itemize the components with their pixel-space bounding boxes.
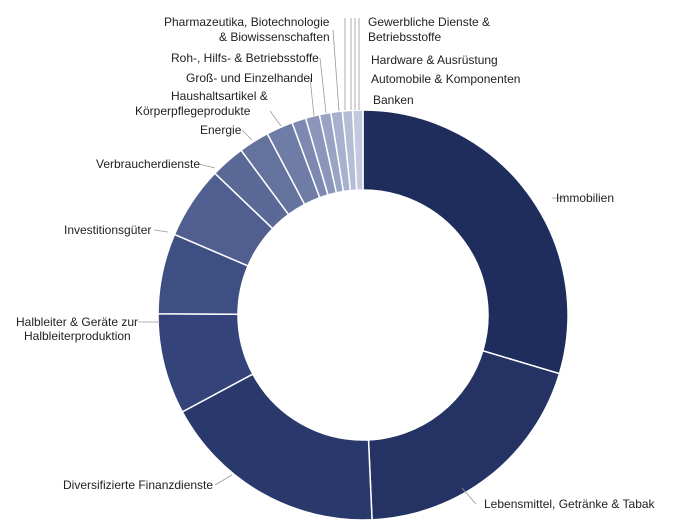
- label-halbleiter-geraete-zur-halbleiterproduktion: Halbleiter & Geräte zur Halbleiterproduktion: [16, 315, 139, 343]
- label-immobilien: Immobilien: [556, 191, 615, 205]
- label-pharmazeutika-biotechnologie-biowissenschaften: Pharmazeutika, Biotechnologie & Biowissenschaften: [164, 15, 330, 44]
- label-verbraucherdienste: Verbraucherdienste: [96, 157, 201, 171]
- leader-line-pharmazeutika-biotechnologie-biowissenschaften: [333, 30, 339, 111]
- slice-lebensmittel-getraenke-tabak: [369, 351, 560, 520]
- label-roh-hilfs-betriebsstoffe: Roh-, Hilfs- & Betriebsstoffe: [171, 51, 319, 65]
- label-investitionsgueter: Investitionsgüter: [64, 223, 152, 237]
- leader-line-energie: [242, 130, 252, 140]
- label-haushaltsartikel-koerperpflegeprodukte: Haushaltsartikel & Körperpflegeprodukte: [135, 89, 268, 118]
- label-lebensmittel-getraenke-tabak: Lebensmittel, Getränke & Tabak: [484, 497, 655, 511]
- leader-line-investitionsgueter: [154, 230, 168, 232]
- label-hardware-ausruestung: Hardware & Ausrüstung: [371, 53, 498, 67]
- label-gross-und-einzelhandel: Groß- und Einzelhandel: [186, 71, 313, 85]
- leader-line-roh-hilfs-betriebsstoffe: [320, 58, 326, 113]
- label-banken: Banken: [373, 93, 414, 107]
- label-diversifizierte-finanzdienste: Diversifizierte Finanzdienste: [63, 478, 214, 492]
- label-energie: Energie: [200, 123, 242, 137]
- leader-line-diversifizierte-finanzdienste: [215, 475, 232, 485]
- label-automobile-komponenten: Automobile & Komponenten: [371, 72, 521, 86]
- leader-line-haushaltsartikel-koerperpflegeprodukte: [270, 111, 281, 126]
- slice-immobilien: [363, 110, 568, 374]
- leader-line-verbraucherdienste: [199, 164, 215, 168]
- label-gewerbliche-dienste-betriebsstoffe: Gewerbliche Dienste & Betriebsstoffe: [368, 15, 491, 44]
- slices-layer: [158, 110, 568, 520]
